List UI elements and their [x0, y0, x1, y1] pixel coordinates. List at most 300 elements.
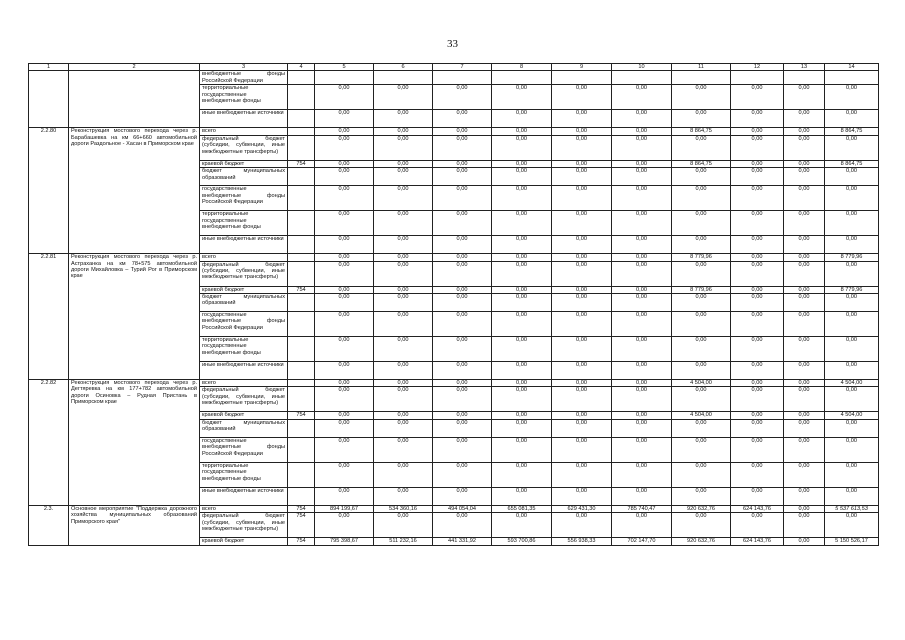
- amount-cell: 0,00: [492, 379, 552, 386]
- column-number: 13: [784, 64, 825, 71]
- amount-cell: 0,00: [784, 437, 825, 462]
- amount-cell: [552, 71, 612, 85]
- amount-cell: 0,00: [784, 293, 825, 311]
- amount-cell: 0,00: [552, 160, 612, 167]
- amount-cell: 0,00: [784, 538, 825, 545]
- amount-cell: 0,00: [784, 462, 825, 487]
- column-number: 9: [552, 64, 612, 71]
- amount-cell: 0,00: [612, 211, 672, 236]
- amount-cell: 0,00: [492, 462, 552, 487]
- amount-cell: 0,00: [731, 487, 784, 505]
- amount-cell: 0,00: [784, 168, 825, 186]
- amount-cell: 0,00: [552, 186, 612, 211]
- page-number: 33: [447, 38, 458, 50]
- budget-code: 754: [288, 513, 315, 538]
- amount-cell: 702 147,70: [612, 538, 672, 545]
- amount-cell: 0,00: [731, 135, 784, 160]
- amount-cell: 795 398,67: [315, 538, 374, 545]
- amount-cell: 0,00: [612, 462, 672, 487]
- amount-cell: 0,00: [612, 387, 672, 412]
- amount-cell: 0,00: [825, 361, 879, 379]
- amount-cell: 0,00: [672, 361, 731, 379]
- budget-code: [288, 419, 315, 437]
- amount-cell: 0,00: [612, 168, 672, 186]
- budget-code: [288, 85, 315, 110]
- column-number: 11: [672, 64, 731, 71]
- amount-cell: 0,00: [492, 311, 552, 336]
- amount-cell: 0,00: [825, 311, 879, 336]
- column-number: 14: [825, 64, 879, 71]
- funding-source: территориальные государственные внебюджетные фонды: [200, 85, 288, 110]
- amount-cell: 0,00: [612, 160, 672, 167]
- funding-source: краевой бюджет: [200, 412, 288, 419]
- amount-cell: 0,00: [433, 462, 492, 487]
- amount-cell: 0,00: [492, 254, 552, 261]
- table-row: [29, 254, 879, 261]
- amount-cell: 0,00: [825, 419, 879, 437]
- amount-cell: 0,00: [672, 419, 731, 437]
- amount-cell: 0,00: [492, 419, 552, 437]
- amount-cell: 624 143,76: [731, 505, 784, 512]
- amount-cell: 0,00: [433, 168, 492, 186]
- amount-cell: 0,00: [672, 186, 731, 211]
- amount-cell: [433, 71, 492, 85]
- column-number: 8: [492, 64, 552, 71]
- amount-cell: 0,00: [433, 286, 492, 293]
- amount-cell: 0,00: [552, 168, 612, 186]
- budget-code: 754: [288, 505, 315, 512]
- amount-cell: 0,00: [552, 211, 612, 236]
- funding-source: федеральный бюджет (субсидии, субвенции, иные межбюджетные трансферты): [200, 387, 288, 412]
- amount-cell: 0,00: [315, 211, 374, 236]
- amount-cell: 8 779,96: [672, 254, 731, 261]
- amount-cell: 0,00: [433, 160, 492, 167]
- amount-cell: 0,00: [552, 128, 612, 135]
- amount-cell: 0,00: [672, 487, 731, 505]
- amount-cell: 629 431,30: [552, 505, 612, 512]
- amount-cell: 0,00: [315, 361, 374, 379]
- amount-cell: 0,00: [784, 387, 825, 412]
- amount-cell: 0,00: [315, 293, 374, 311]
- amount-cell: 624 143,76: [731, 538, 784, 545]
- amount-cell: 0,00: [315, 168, 374, 186]
- budget-code: 754: [288, 538, 315, 545]
- amount-cell: 0,00: [784, 186, 825, 211]
- funding-source: территориальные государственные внебюджетные фонды: [200, 462, 288, 487]
- amount-cell: 0,00: [552, 361, 612, 379]
- amount-cell: 0,00: [612, 286, 672, 293]
- amount-cell: 8 864,75: [672, 128, 731, 135]
- amount-cell: 0,00: [825, 110, 879, 128]
- amount-cell: 0,00: [612, 412, 672, 419]
- amount-cell: 8 779,96: [672, 286, 731, 293]
- funding-source: бюджет муниципальных образований: [200, 168, 288, 186]
- amount-cell: 0,00: [552, 462, 612, 487]
- amount-cell: 655 081,35: [492, 505, 552, 512]
- amount-cell: 0,00: [374, 293, 433, 311]
- amount-cell: 0,00: [612, 513, 672, 538]
- amount-cell: 0,00: [672, 135, 731, 160]
- amount-cell: 0,00: [731, 412, 784, 419]
- amount-cell: [374, 71, 433, 85]
- amount-cell: 0,00: [552, 487, 612, 505]
- measure-name: [69, 71, 200, 128]
- row-code: 2.3.: [29, 505, 69, 545]
- amount-cell: 0,00: [731, 437, 784, 462]
- amount-cell: 0,00: [374, 387, 433, 412]
- amount-cell: 8 864,75: [825, 128, 879, 135]
- amount-cell: 0,00: [433, 387, 492, 412]
- amount-cell: 0,00: [315, 311, 374, 336]
- amount-cell: 0,00: [315, 286, 374, 293]
- amount-cell: 0,00: [315, 110, 374, 128]
- amount-cell: 0,00: [315, 379, 374, 386]
- amount-cell: 0,00: [492, 412, 552, 419]
- amount-cell: 0,00: [433, 379, 492, 386]
- column-number: 5: [315, 64, 374, 71]
- amount-cell: 0,00: [672, 236, 731, 254]
- amount-cell: [731, 71, 784, 85]
- amount-cell: 0,00: [315, 387, 374, 412]
- amount-cell: 0,00: [731, 160, 784, 167]
- amount-cell: 0,00: [612, 437, 672, 462]
- amount-cell: 0,00: [672, 211, 731, 236]
- amount-cell: 0,00: [433, 211, 492, 236]
- budget-code: [288, 186, 315, 211]
- amount-cell: 920 632,76: [672, 538, 731, 545]
- amount-cell: 0,00: [374, 419, 433, 437]
- column-number: 12: [731, 64, 784, 71]
- amount-cell: 0,00: [784, 513, 825, 538]
- amount-cell: 593 700,86: [492, 538, 552, 545]
- row-code: [29, 71, 69, 128]
- amount-cell: [672, 71, 731, 85]
- column-number: 1: [29, 64, 69, 71]
- amount-cell: 0,00: [731, 379, 784, 386]
- amount-cell: 0,00: [731, 128, 784, 135]
- column-number: 7: [433, 64, 492, 71]
- budget-code: [288, 311, 315, 336]
- amount-cell: 0,00: [612, 186, 672, 211]
- amount-cell: 0,00: [374, 236, 433, 254]
- amount-cell: 0,00: [731, 293, 784, 311]
- funding-source: бюджет муниципальных образований: [200, 419, 288, 437]
- amount-cell: 0,00: [552, 379, 612, 386]
- amount-cell: [492, 71, 552, 85]
- budget-code: [288, 336, 315, 361]
- amount-cell: 0,00: [433, 110, 492, 128]
- amount-cell: 0,00: [825, 293, 879, 311]
- budget-code: 754: [288, 160, 315, 167]
- budget-code: [288, 361, 315, 379]
- budget-code: 754: [288, 412, 315, 419]
- amount-cell: 0,00: [672, 462, 731, 487]
- amount-cell: 0,00: [374, 462, 433, 487]
- amount-cell: 0,00: [492, 236, 552, 254]
- amount-cell: 0,00: [731, 254, 784, 261]
- amount-cell: 0,00: [784, 379, 825, 386]
- amount-cell: 0,00: [784, 135, 825, 160]
- amount-cell: 0,00: [433, 336, 492, 361]
- amount-cell: 0,00: [672, 387, 731, 412]
- column-number: 6: [374, 64, 433, 71]
- amount-cell: 0,00: [672, 513, 731, 538]
- amount-cell: 0,00: [612, 311, 672, 336]
- amount-cell: 0,00: [552, 85, 612, 110]
- amount-cell: 0,00: [612, 135, 672, 160]
- table-row: [29, 505, 879, 512]
- amount-cell: 0,00: [672, 110, 731, 128]
- measure-name: Реконструкция мостового перехода через р. Барабашевка на км 66+660 автомобильной дороги Раздольное - Хасан в Приморском крае: [69, 128, 200, 254]
- amount-cell: 0,00: [552, 236, 612, 254]
- amount-cell: 0,00: [731, 261, 784, 286]
- amount-cell: 0,00: [374, 336, 433, 361]
- amount-cell: [825, 71, 879, 85]
- funding-source: федеральный бюджет (субсидии, субвенции, иные межбюджетные трансферты): [200, 513, 288, 538]
- amount-cell: 0,00: [612, 336, 672, 361]
- amount-cell: 0,00: [374, 211, 433, 236]
- amount-cell: 0,00: [612, 261, 672, 286]
- table-row: [29, 379, 879, 386]
- amount-cell: 0,00: [612, 85, 672, 110]
- amount-cell: 0,00: [492, 487, 552, 505]
- amount-cell: 556 938,33: [552, 538, 612, 545]
- amount-cell: 0,00: [731, 462, 784, 487]
- funding-source: краевой бюджет: [200, 538, 288, 545]
- amount-cell: 0,00: [374, 379, 433, 386]
- amount-cell: 0,00: [672, 437, 731, 462]
- amount-cell: 0,00: [433, 254, 492, 261]
- amount-cell: 4 504,00: [672, 379, 731, 386]
- amount-cell: 0,00: [315, 412, 374, 419]
- amount-cell: 0,00: [731, 85, 784, 110]
- amount-cell: 0,00: [825, 336, 879, 361]
- amount-cell: 511 232,16: [374, 538, 433, 545]
- amount-cell: 0,00: [374, 361, 433, 379]
- amount-cell: 0,00: [492, 336, 552, 361]
- amount-cell: 0,00: [492, 160, 552, 167]
- budget-code: [288, 236, 315, 254]
- amount-cell: 0,00: [552, 311, 612, 336]
- funding-source: иные внебюджетные источники: [200, 236, 288, 254]
- amount-cell: 0,00: [315, 128, 374, 135]
- amount-cell: 0,00: [315, 487, 374, 505]
- amount-cell: 0,00: [731, 311, 784, 336]
- amount-cell: 0,00: [492, 186, 552, 211]
- amount-cell: 0,00: [552, 110, 612, 128]
- funding-source: всего: [200, 505, 288, 512]
- amount-cell: 0,00: [731, 419, 784, 437]
- row-code: 2.2.82: [29, 379, 69, 505]
- budget-code: [288, 254, 315, 261]
- funding-source: территориальные государственные внебюджетные фонды: [200, 211, 288, 236]
- funding-source: государственные внебюджетные фонды Российской Федерации: [200, 186, 288, 211]
- funding-source: краевой бюджет: [200, 160, 288, 167]
- funding-source: иные внебюджетные источники: [200, 487, 288, 505]
- amount-cell: 0,00: [374, 254, 433, 261]
- amount-cell: 0,00: [612, 254, 672, 261]
- amount-cell: 0,00: [612, 293, 672, 311]
- amount-cell: 0,00: [552, 437, 612, 462]
- table-row: [29, 71, 879, 85]
- amount-cell: 0,00: [784, 85, 825, 110]
- amount-cell: 0,00: [315, 135, 374, 160]
- amount-cell: 0,00: [492, 293, 552, 311]
- amount-cell: 0,00: [784, 487, 825, 505]
- amount-cell: 0,00: [731, 168, 784, 186]
- amount-cell: 0,00: [492, 135, 552, 160]
- amount-cell: 0,00: [784, 261, 825, 286]
- amount-cell: 0,00: [825, 462, 879, 487]
- amount-cell: 0,00: [315, 419, 374, 437]
- column-number: 10: [612, 64, 672, 71]
- amount-cell: 0,00: [315, 513, 374, 538]
- amount-cell: 494 054,04: [433, 505, 492, 512]
- amount-cell: 0,00: [825, 487, 879, 505]
- amount-cell: 0,00: [315, 186, 374, 211]
- amount-cell: 0,00: [784, 160, 825, 167]
- amount-cell: 0,00: [784, 110, 825, 128]
- amount-cell: 0,00: [784, 505, 825, 512]
- amount-cell: 0,00: [612, 487, 672, 505]
- amount-cell: 0,00: [731, 286, 784, 293]
- measure-name: Реконструкция мостового перехода через р. Дегтяревка на км 177+782 автомобильной дороги Осиновка – Рудная Пристань в Приморском крае: [69, 379, 200, 505]
- budget-code: [288, 261, 315, 286]
- budget-code: [288, 135, 315, 160]
- amount-cell: 0,00: [731, 186, 784, 211]
- funding-source: государственные внебюджетные фонды Российской Федерации: [200, 437, 288, 462]
- column-number: 2: [69, 64, 200, 71]
- amount-cell: 0,00: [672, 293, 731, 311]
- table-row: [29, 128, 879, 135]
- budget-code: [288, 387, 315, 412]
- amount-cell: 0,00: [552, 419, 612, 437]
- amount-cell: 0,00: [612, 236, 672, 254]
- amount-cell: 8 779,96: [825, 254, 879, 261]
- amount-cell: 0,00: [612, 419, 672, 437]
- amount-cell: 0,00: [672, 85, 731, 110]
- amount-cell: 0,00: [784, 336, 825, 361]
- column-number-row: [29, 64, 879, 71]
- budget-code: [288, 128, 315, 135]
- amount-cell: 0,00: [492, 361, 552, 379]
- amount-cell: 534 360,16: [374, 505, 433, 512]
- funding-source: всего: [200, 254, 288, 261]
- amount-cell: 0,00: [784, 419, 825, 437]
- amount-cell: 0,00: [612, 110, 672, 128]
- budget-code: [288, 462, 315, 487]
- column-number: 4: [288, 64, 315, 71]
- amount-cell: 0,00: [552, 261, 612, 286]
- amount-cell: 920 632,76: [672, 505, 731, 512]
- amount-cell: 0,00: [672, 261, 731, 286]
- amount-cell: 0,00: [552, 286, 612, 293]
- amount-cell: 5 537 613,53: [825, 505, 879, 512]
- amount-cell: 0,00: [433, 85, 492, 110]
- amount-cell: 0,00: [825, 261, 879, 286]
- amount-cell: 0,00: [552, 336, 612, 361]
- row-code: 2.2.80: [29, 128, 69, 254]
- funding-source: государственные внебюджетные фонды Российской Федерации: [200, 311, 288, 336]
- amount-cell: 0,00: [492, 437, 552, 462]
- amount-cell: 0,00: [825, 211, 879, 236]
- amount-cell: 0,00: [552, 293, 612, 311]
- amount-cell: 5 150 526,17: [825, 538, 879, 545]
- funding-source: иные внебюджетные источники: [200, 110, 288, 128]
- amount-cell: 0,00: [374, 128, 433, 135]
- amount-cell: 0,00: [825, 186, 879, 211]
- amount-cell: 0,00: [315, 462, 374, 487]
- amount-cell: 0,00: [612, 128, 672, 135]
- amount-cell: 0,00: [492, 286, 552, 293]
- funding-source: всего: [200, 379, 288, 386]
- amount-cell: 0,00: [374, 135, 433, 160]
- amount-cell: 0,00: [784, 361, 825, 379]
- amount-cell: 4 504,00: [672, 412, 731, 419]
- budget-code: 754: [288, 286, 315, 293]
- amount-cell: 0,00: [731, 513, 784, 538]
- amount-cell: 0,00: [492, 211, 552, 236]
- amount-cell: 0,00: [552, 412, 612, 419]
- amount-cell: 0,00: [825, 513, 879, 538]
- amount-cell: 0,00: [784, 412, 825, 419]
- amount-cell: 0,00: [672, 336, 731, 361]
- budget-code: [288, 379, 315, 386]
- amount-cell: 0,00: [825, 135, 879, 160]
- amount-cell: 785 740,47: [612, 505, 672, 512]
- amount-cell: 0,00: [825, 236, 879, 254]
- amount-cell: 0,00: [433, 186, 492, 211]
- amount-cell: 0,00: [374, 513, 433, 538]
- amount-cell: 0,00: [433, 261, 492, 286]
- amount-cell: 0,00: [731, 211, 784, 236]
- amount-cell: 0,00: [374, 437, 433, 462]
- amount-cell: 0,00: [374, 85, 433, 110]
- amount-cell: 0,00: [492, 168, 552, 186]
- amount-cell: [315, 71, 374, 85]
- amount-cell: 0,00: [784, 236, 825, 254]
- amount-cell: 0,00: [315, 254, 374, 261]
- amount-cell: 0,00: [433, 513, 492, 538]
- amount-cell: 0,00: [612, 379, 672, 386]
- budget-code: [288, 71, 315, 85]
- amount-cell: 8 864,75: [672, 160, 731, 167]
- amount-cell: 0,00: [784, 286, 825, 293]
- amount-cell: 0,00: [433, 293, 492, 311]
- amount-cell: 0,00: [315, 85, 374, 110]
- budget-code: [288, 487, 315, 505]
- amount-cell: 0,00: [492, 85, 552, 110]
- funding-source: бюджет муниципальных образований: [200, 293, 288, 311]
- amount-cell: 0,00: [784, 254, 825, 261]
- amount-cell: 8 864,75: [825, 160, 879, 167]
- amount-cell: 4 504,00: [825, 379, 879, 386]
- amount-cell: [612, 71, 672, 85]
- amount-cell: 0,00: [552, 254, 612, 261]
- amount-cell: 0,00: [374, 168, 433, 186]
- amount-cell: 0,00: [315, 336, 374, 361]
- funding-source: территориальные государственные внебюджетные фонды: [200, 336, 288, 361]
- amount-cell: 0,00: [433, 487, 492, 505]
- amount-cell: 0,00: [374, 186, 433, 211]
- column-number: 3: [200, 64, 288, 71]
- budget-code: [288, 168, 315, 186]
- amount-cell: 0,00: [825, 168, 879, 186]
- amount-cell: 0,00: [315, 160, 374, 167]
- amount-cell: 0,00: [492, 261, 552, 286]
- amount-cell: 0,00: [612, 361, 672, 379]
- amount-cell: 0,00: [374, 412, 433, 419]
